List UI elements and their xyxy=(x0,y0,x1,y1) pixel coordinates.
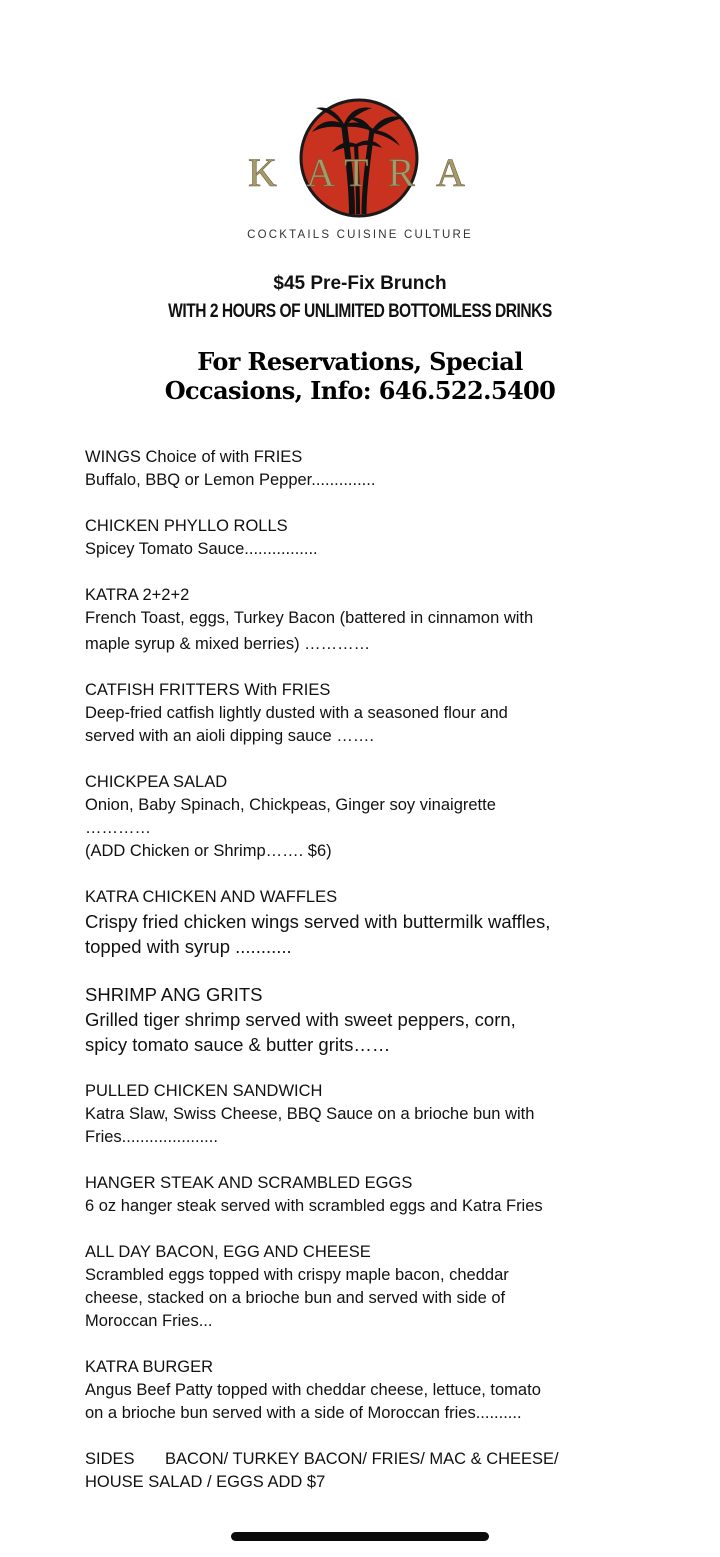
menu-item xyxy=(85,1172,645,1218)
menu-item-name: CATFISH FRITTERS With FRIES xyxy=(85,681,331,699)
brand-tagline: COCKTAILS CUISINE CULTURE xyxy=(247,229,473,241)
menu-item-desc: Spicey Tomato Sauce................ xyxy=(85,540,318,558)
menu-item-desc: Grilled tiger shrimp served with sweet peppers, corn, xyxy=(85,1009,516,1030)
menu-item-desc: served with an aioli dipping sauce ……. xyxy=(85,727,374,745)
menu-item-desc: Onion, Baby Spinach, Chickpeas, Ginger soy vinaigrette xyxy=(85,796,496,814)
menu-item-desc: Fries..................... xyxy=(85,1128,218,1146)
menu-item xyxy=(85,771,645,863)
menu-item-desc: cheese, stacked on a brioche bun and served with side of xyxy=(85,1289,506,1307)
logo xyxy=(0,96,720,256)
menu-list xyxy=(85,446,645,1517)
menu-item-name: CHICKEN PHYLLO ROLLS xyxy=(85,517,288,535)
menu-item-desc: Katra Slaw, Swiss Cheese, BBQ Sauce on a brioche bun with xyxy=(85,1105,535,1123)
menu-item-name: KATRA 2+2+2 xyxy=(85,586,190,604)
menu-item xyxy=(85,679,645,748)
menu-item-desc: 6 oz hanger steak served with scrambled eggs and Katra Fries xyxy=(85,1197,543,1215)
promo-price: $45 Pre-Fix Brunch xyxy=(273,273,447,294)
menu-item-desc: Scrambled eggs topped with crispy maple bacon, cheddar xyxy=(85,1266,509,1284)
menu-item xyxy=(85,886,645,959)
menu-item xyxy=(85,584,645,656)
menu-item xyxy=(85,1080,645,1149)
sides-line-1: BACON/ TURKEY BACON/ FRIES/ MAC & CHEESE/ xyxy=(165,1450,559,1468)
svg-text:R: R xyxy=(388,150,415,195)
svg-text:K: K xyxy=(248,150,277,195)
menu-item xyxy=(85,1241,645,1333)
sides-label: SIDES xyxy=(85,1450,135,1468)
promo-drinks: WITH 2 HOURS OF UNLIMITED BOTTOMLESS DRINKS xyxy=(168,301,552,322)
menu-item xyxy=(85,1356,645,1425)
menu-item xyxy=(85,446,645,492)
svg-text:T: T xyxy=(344,150,369,195)
menu-item-name: HANGER STEAK AND SCRAMBLED EGGS xyxy=(85,1174,413,1192)
menu-item-desc: Buffalo, BBQ or Lemon Pepper.............. xyxy=(85,471,376,489)
sides-line-2: HOUSE SALAD / EGGS ADD $7 xyxy=(85,1473,326,1491)
menu-item-desc: French Toast, eggs, Turkey Bacon (battered in cinnamon with xyxy=(85,609,534,627)
reservations-phone-line: Occasions, Info: 646.522.5400 xyxy=(164,376,556,405)
sides-section xyxy=(85,1448,645,1494)
menu-item-desc: Angus Beef Patty topped with cheddar cheese, lettuce, tomato xyxy=(85,1381,541,1399)
menu-item-name: CHICKPEA SALAD xyxy=(85,773,228,791)
menu-item-name: SHRIMP ANG GRITS xyxy=(85,984,263,1005)
menu-item-desc: spicy tomato sauce & butter grits…… xyxy=(85,1034,391,1055)
menu-item-desc: maple syrup & mixed berries) ………… xyxy=(85,635,371,653)
menu-item-desc: (ADD Chicken or Shrimp……. $6) xyxy=(85,842,332,860)
menu-item-desc: topped with syrup ........... xyxy=(85,936,292,957)
menu-item-name: KATRA BURGER xyxy=(85,1358,214,1376)
menu-item-name: WINGS Choice of with FRIES xyxy=(85,448,303,466)
menu-item-desc: Moroccan Fries... xyxy=(85,1312,213,1330)
menu-item-desc: Deep-fried catfish lightly dusted with a seasoned flour and xyxy=(85,704,508,722)
palm-tree-logo-icon xyxy=(240,96,480,226)
home-indicator[interactable] xyxy=(231,1532,489,1541)
menu-item-desc: on a brioche bun served with a side of Moroccan fries.......... xyxy=(85,1404,522,1422)
menu-item-name: KATRA CHICKEN AND WAFFLES xyxy=(85,888,338,906)
svg-text:A: A xyxy=(306,150,335,195)
menu-item-name: PULLED CHICKEN SANDWICH xyxy=(85,1082,323,1100)
menu-item-desc: ………… xyxy=(85,819,151,837)
menu-item-name: ALL DAY BACON, EGG AND CHEESE xyxy=(85,1243,371,1261)
reservations-line-1: For Reservations, Special xyxy=(197,347,523,376)
menu-item xyxy=(85,982,645,1057)
menu-item xyxy=(85,515,645,561)
svg-text:A: A xyxy=(436,150,465,195)
menu-item-desc: Crispy fried chicken wings served with buttermilk waffles, xyxy=(85,911,551,932)
reservations-info xyxy=(0,347,720,405)
